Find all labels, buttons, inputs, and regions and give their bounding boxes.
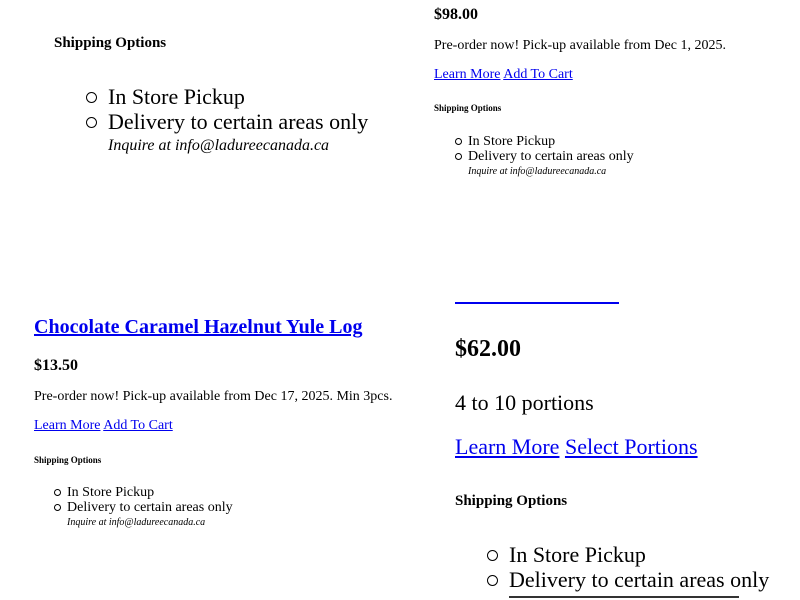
product-actions (455, 434, 698, 460)
learn-more-link[interactable]: Learn More (455, 434, 560, 459)
product-description: Pre-order now! Pick-up available from Dec 17, 2025. Min 3pcs. (34, 389, 393, 404)
inquire-note: Inquire at info@ladureecanada.ca (108, 137, 330, 154)
shipping-option-pickup: In Store Pickup (108, 84, 368, 109)
shipping-option-pickup: In Store Pickup (468, 134, 634, 149)
shipping-options-heading: Shipping Options (54, 35, 167, 51)
product-actions (34, 418, 173, 434)
shipping-option-delivery: Delivery to certain areas only (108, 109, 369, 134)
shipping-options-list (67, 485, 233, 515)
learn-more-link[interactable]: Learn More (434, 67, 501, 82)
shipping-options-list (468, 134, 634, 164)
shipping-options-heading: Shipping Options (455, 493, 568, 509)
product-price: $13.50 (34, 357, 78, 374)
product-title-link[interactable]: Chocolate Caramel Hazelnut Yule Log (34, 316, 363, 338)
inquire-note: Inquire at info@ladureecanada.ca (468, 166, 607, 177)
product-price: $62.00 (455, 336, 521, 362)
shipping-option-delivery: Delivery to certain areas only (67, 500, 233, 515)
shipping-options-heading: Shipping Options (434, 103, 502, 113)
shipping-option-pickup: In Store Pickup (67, 485, 233, 500)
product-price: $98.00 (434, 6, 478, 23)
shipping-options-list (509, 542, 769, 592)
shipping-option-pickup: In Store Pickup (509, 542, 769, 567)
add-to-cart-link[interactable]: Add To Cart (503, 67, 573, 82)
product-description: 4 to 10 portions (455, 390, 594, 415)
shipping-options-list (108, 84, 368, 134)
product-description: Pre-order now! Pick-up available from Dec 1, 2025. (434, 38, 726, 53)
shipping-option-delivery: Delivery to certain areas only (468, 149, 634, 164)
learn-more-link[interactable]: Learn More (34, 418, 101, 433)
product-actions (434, 67, 573, 83)
cutoff-inquire-fragment (509, 594, 739, 600)
inquire-note: Inquire at info@ladureecanada.ca (67, 517, 206, 528)
cutoff-text-fragment (52, 0, 292, 2)
shipping-options-heading: Shipping Options (34, 455, 102, 465)
add-to-cart-link[interactable]: Add To Cart (103, 418, 173, 433)
select-portions-link[interactable]: Select Portions (564, 434, 698, 459)
cutoff-title-link-fragment[interactable] (455, 290, 619, 304)
shipping-option-delivery: Delivery to certain areas only (509, 567, 770, 592)
